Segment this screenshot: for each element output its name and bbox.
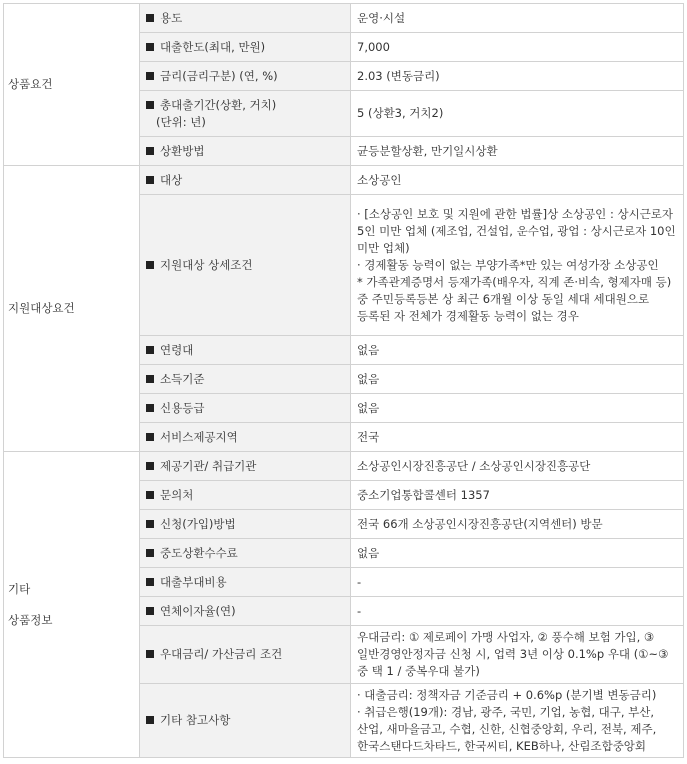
square-bullet-icon [146,549,154,557]
row-value: 전국 [351,423,684,452]
square-bullet-icon [146,43,154,51]
row-value: 우대금리: ① 제로페이 가맹 사업자, ② 풍수해 보험 가입, ③ 일반경영안정자금 신청 시, 업력 3년 이상 0.1%p 우대 (①~③ 중 택 1 / 중복우대 불가) [351,626,684,684]
square-bullet-icon [146,261,154,269]
row-label: 대출부대비용 [140,568,351,597]
square-bullet-icon [146,375,154,383]
category-label-2: 상품정보 [8,612,53,627]
row-label: 우대금리/ 가산금리 조건 [140,626,351,684]
row-label: 상환방법 [140,137,351,166]
row-label: 지원대상 상세조건 [140,195,351,336]
row-value [351,195,684,336]
notes-paragraph: · 대출금리: 정책자금 기준금리 + 0.6%p (분기별 변동금리) · 취급은행(19개): 경남, 광주, 국민, 기업, 농협, 대구, 부산, 산업, 새마을금고, 수협, 신한, 신협중앙회, 우리, 전북, 제주, 한국스탠다드차타드, 한국씨티, KEB하나, 산림조합중앙회 [357,687,657,753]
row-label: 기타 참고사항 [140,684,351,758]
table-row [4,166,684,195]
row-label: 신청(가입)방법 [140,510,351,539]
square-bullet-icon [146,176,154,184]
square-bullet-icon [146,650,154,658]
row-label: 신용등급 [140,394,351,423]
category-cell: 지원대상요건 [4,166,140,452]
row-value: 전국 66개 소상공인시장진흥공단(지역센터) 방문 [351,510,684,539]
row-value: 균등분할상환, 만기일시상환 [351,137,684,166]
row-value: 7,000 [351,33,684,62]
square-bullet-icon [146,462,154,470]
square-bullet-icon [146,404,154,412]
row-label: 제공기관/ 취급기관 [140,452,351,481]
square-bullet-icon [146,716,154,724]
row-value: 5 (상환3, 거치2) [351,91,684,137]
row-value: 없음 [351,336,684,365]
row-value: 중소기업통합콜센터 1357 [351,481,684,510]
row-value: 소상공인 [351,166,684,195]
row-value: - [351,568,684,597]
row-value: 없음 [351,539,684,568]
loan-product-info-table [3,3,684,758]
square-bullet-icon [146,101,154,109]
row-label: 소득기준 [140,365,351,394]
row-label: 중도상환수수료 [140,539,351,568]
row-label: 대출한도(최대, 만원) [140,33,351,62]
row-value: 운영·시설 [351,4,684,33]
row-label: 서비스제공지역 [140,423,351,452]
category-label: 기타 [8,581,31,596]
row-value: 없음 [351,365,684,394]
square-bullet-icon [146,14,154,22]
square-bullet-icon [146,520,154,528]
square-bullet-icon [146,346,154,354]
square-bullet-icon [146,491,154,499]
detail-paragraph: · [소상공인 보호 및 지원에 관한 법률]상 소상공인 : 상시근로자 5인 미만 업체 (제조업, 건설업, 운수업, 광업 : 상시근로자 10인 미만 업체) · 경제활동 능력이 없는 부양가족*만 있는 여성가장 소상공인 * 가족관계증명서 등재가족(배우자, 직계 존·비속, 형제자매 등) 중 주민등록등본 상 최근 6개월 이상 동일 세대 세대원으로 등록된 자 전체가 경제활동 능력이 없는 경우 [357,206,676,323]
row-label: 문의처 [140,481,351,510]
category-cell [4,452,140,758]
row-label: 총대출기간(상환, 거치) (단위: 년) [140,91,351,137]
table-row [4,452,684,481]
row-label: 용도 [140,4,351,33]
square-bullet-icon [146,72,154,80]
square-bullet-icon [146,607,154,615]
category-cell: 상품요건 [4,4,140,166]
square-bullet-icon [146,433,154,441]
row-value [351,684,684,758]
row-label: 연령대 [140,336,351,365]
row-value: 소상공인시장진흥공단 / 소상공인시장진흥공단 [351,452,684,481]
table-row [4,4,684,33]
row-value: - [351,597,684,626]
row-label: 연체이자율(연) [140,597,351,626]
row-value: 2.03 (변동금리) [351,62,684,91]
row-value: 없음 [351,394,684,423]
row-label: 대상 [140,166,351,195]
square-bullet-icon [146,147,154,155]
square-bullet-icon [146,578,154,586]
row-label: 금리(금리구분) (연, %) [140,62,351,91]
